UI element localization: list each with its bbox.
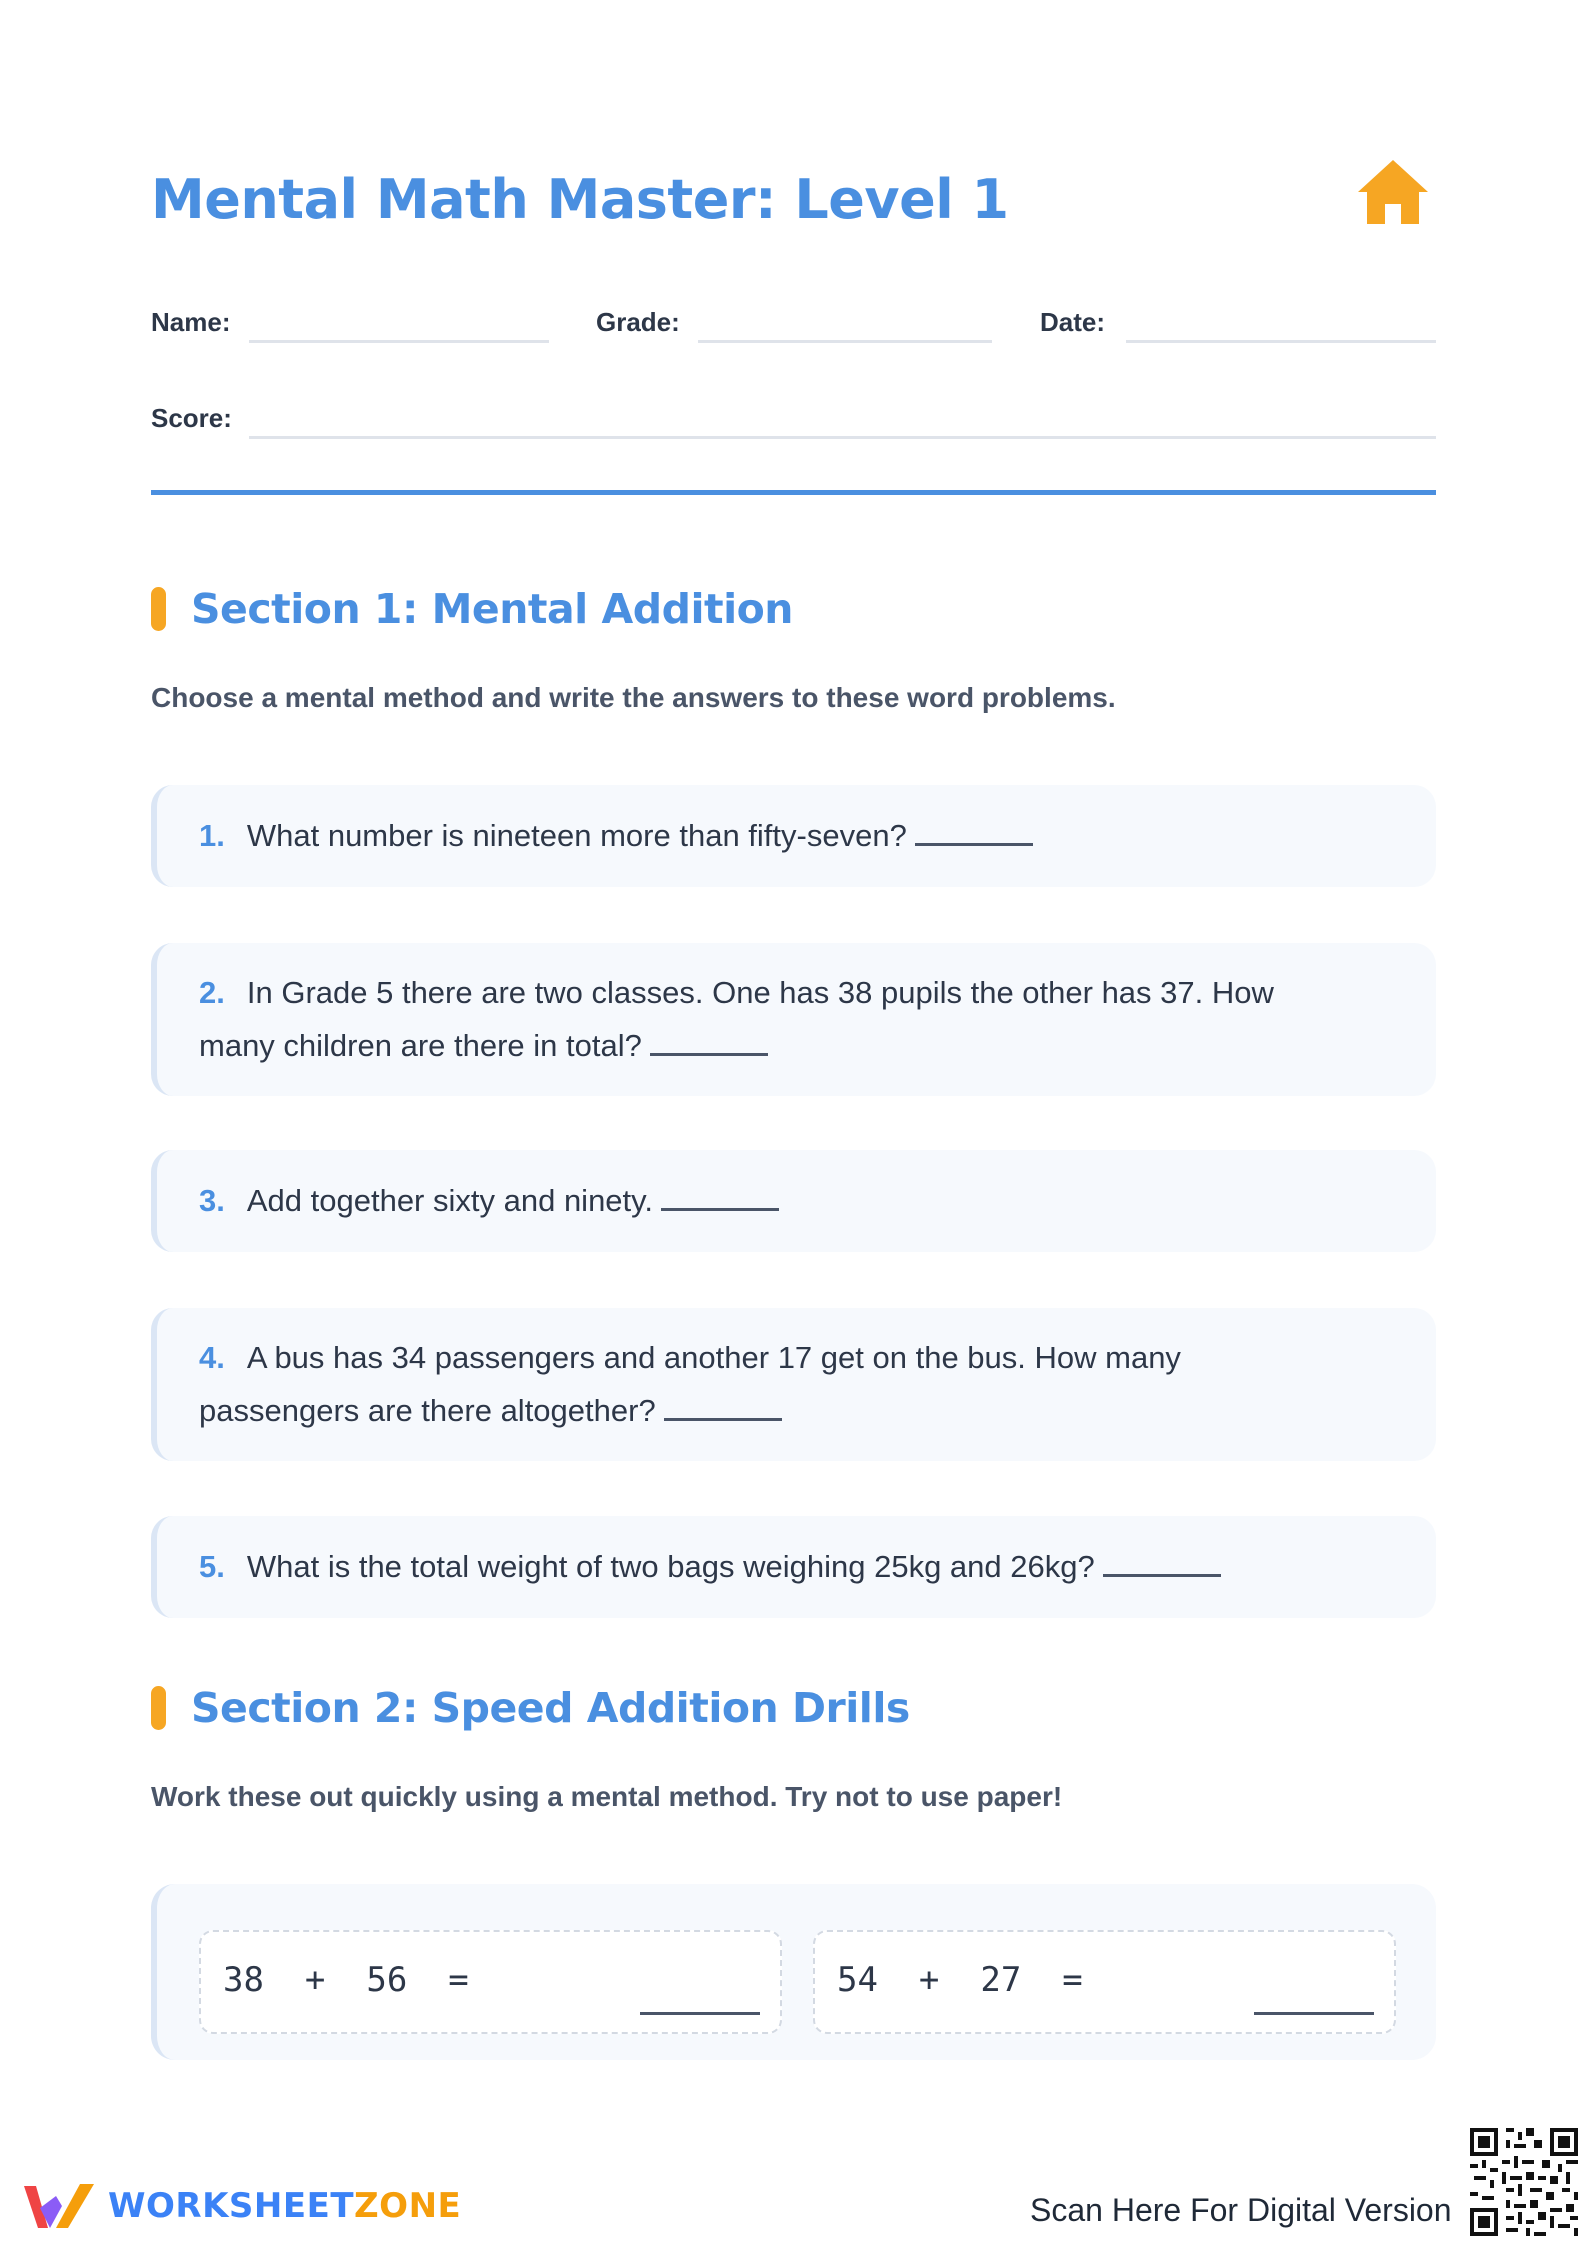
drill-equals: =: [448, 1960, 469, 2000]
worksheetzone-logo-icon: [22, 2178, 96, 2234]
answer-blank[interactable]: [1103, 1540, 1221, 1577]
question-text: [199, 967, 1346, 1072]
brand-part-1: WORKSHEET: [108, 2186, 355, 2226]
question-card: [151, 1308, 1436, 1461]
question-card: [151, 1150, 1436, 1252]
drill-operator: +: [918, 1960, 940, 2000]
answer-blank[interactable]: [661, 1174, 779, 1211]
question-text: [199, 1174, 1346, 1227]
answer-blank[interactable]: [650, 1019, 768, 1056]
question-text: [199, 809, 1346, 862]
section-2-instructions: Work these out quickly using a mental method. Try not to use paper!: [151, 1781, 1063, 1812]
question-text: [199, 1540, 1396, 1593]
drill-answer-blank[interactable]: [640, 2012, 760, 2015]
answer-blank[interactable]: [664, 1384, 782, 1421]
score-label: Score:: [151, 403, 232, 433]
question-body: Add together sixty and ninety.: [246, 1183, 653, 1218]
drill-operand-a: 38: [223, 1960, 264, 2000]
question-body: What is the total weight of two bags weighing 25kg and 26kg?: [246, 1549, 1095, 1584]
section-2-title: Section 2: Speed Addition Drills: [191, 1684, 910, 1732]
score-field[interactable]: [249, 436, 1436, 439]
drill-operand-a: 54: [837, 1960, 878, 2000]
drill-operator: +: [304, 1960, 326, 2000]
header-divider: [151, 490, 1436, 495]
question-body: What number is nineteen more than fifty-seven?: [246, 818, 907, 853]
question-number: 4.: [199, 1340, 225, 1375]
question-body: A bus has 34 passengers and another 17 get on the bus. How many passengers are there altogether?: [199, 1340, 1181, 1428]
drill-expression: [837, 1960, 1083, 2000]
qr-code-icon[interactable]: [1470, 2128, 1578, 2236]
scan-text: Scan Here For Digital Version: [1030, 2192, 1452, 2228]
brand-name: [108, 2186, 461, 2226]
question-body: In Grade 5 there are two classes. One has 38 pupils the other has 37. How many children are there in total?: [199, 975, 1274, 1063]
section-marker: [151, 1686, 166, 1730]
name-label: Name:: [151, 307, 231, 337]
drill-panel: [151, 1884, 1436, 2060]
home-icon: [1356, 158, 1430, 226]
page-title: Mental Math Master: Level 1: [151, 168, 1009, 231]
brand-part-2: ZONE: [354, 2186, 462, 2226]
date-field[interactable]: [1126, 340, 1436, 343]
question-card: [151, 785, 1436, 887]
drill-answer-blank[interactable]: [1254, 2012, 1374, 2015]
question-card: [151, 943, 1436, 1096]
question-number: 2.: [199, 975, 225, 1010]
drill-item: [813, 1930, 1396, 2034]
drill-operand-b: 56: [366, 1960, 408, 2000]
section-1-instructions: Choose a mental method and write the answers to these word problems.: [151, 682, 1116, 713]
question-number: 1.: [199, 818, 225, 853]
grade-field[interactable]: [698, 340, 992, 343]
date-label: Date:: [1040, 307, 1106, 337]
section-marker: [151, 587, 166, 631]
drill-equals: =: [1062, 1960, 1083, 2000]
drill-expression: [223, 1960, 469, 2000]
question-card: [151, 1516, 1436, 1618]
question-text: [199, 1332, 1346, 1437]
name-field[interactable]: [249, 340, 549, 343]
question-number: 5.: [199, 1549, 225, 1584]
drill-operand-b: 27: [980, 1960, 1022, 2000]
drill-item: [199, 1930, 782, 2034]
question-number: 3.: [199, 1183, 225, 1218]
grade-label: Grade:: [596, 307, 680, 337]
section-1-title: Section 1: Mental Addition: [191, 585, 793, 633]
answer-blank[interactable]: [915, 809, 1033, 846]
